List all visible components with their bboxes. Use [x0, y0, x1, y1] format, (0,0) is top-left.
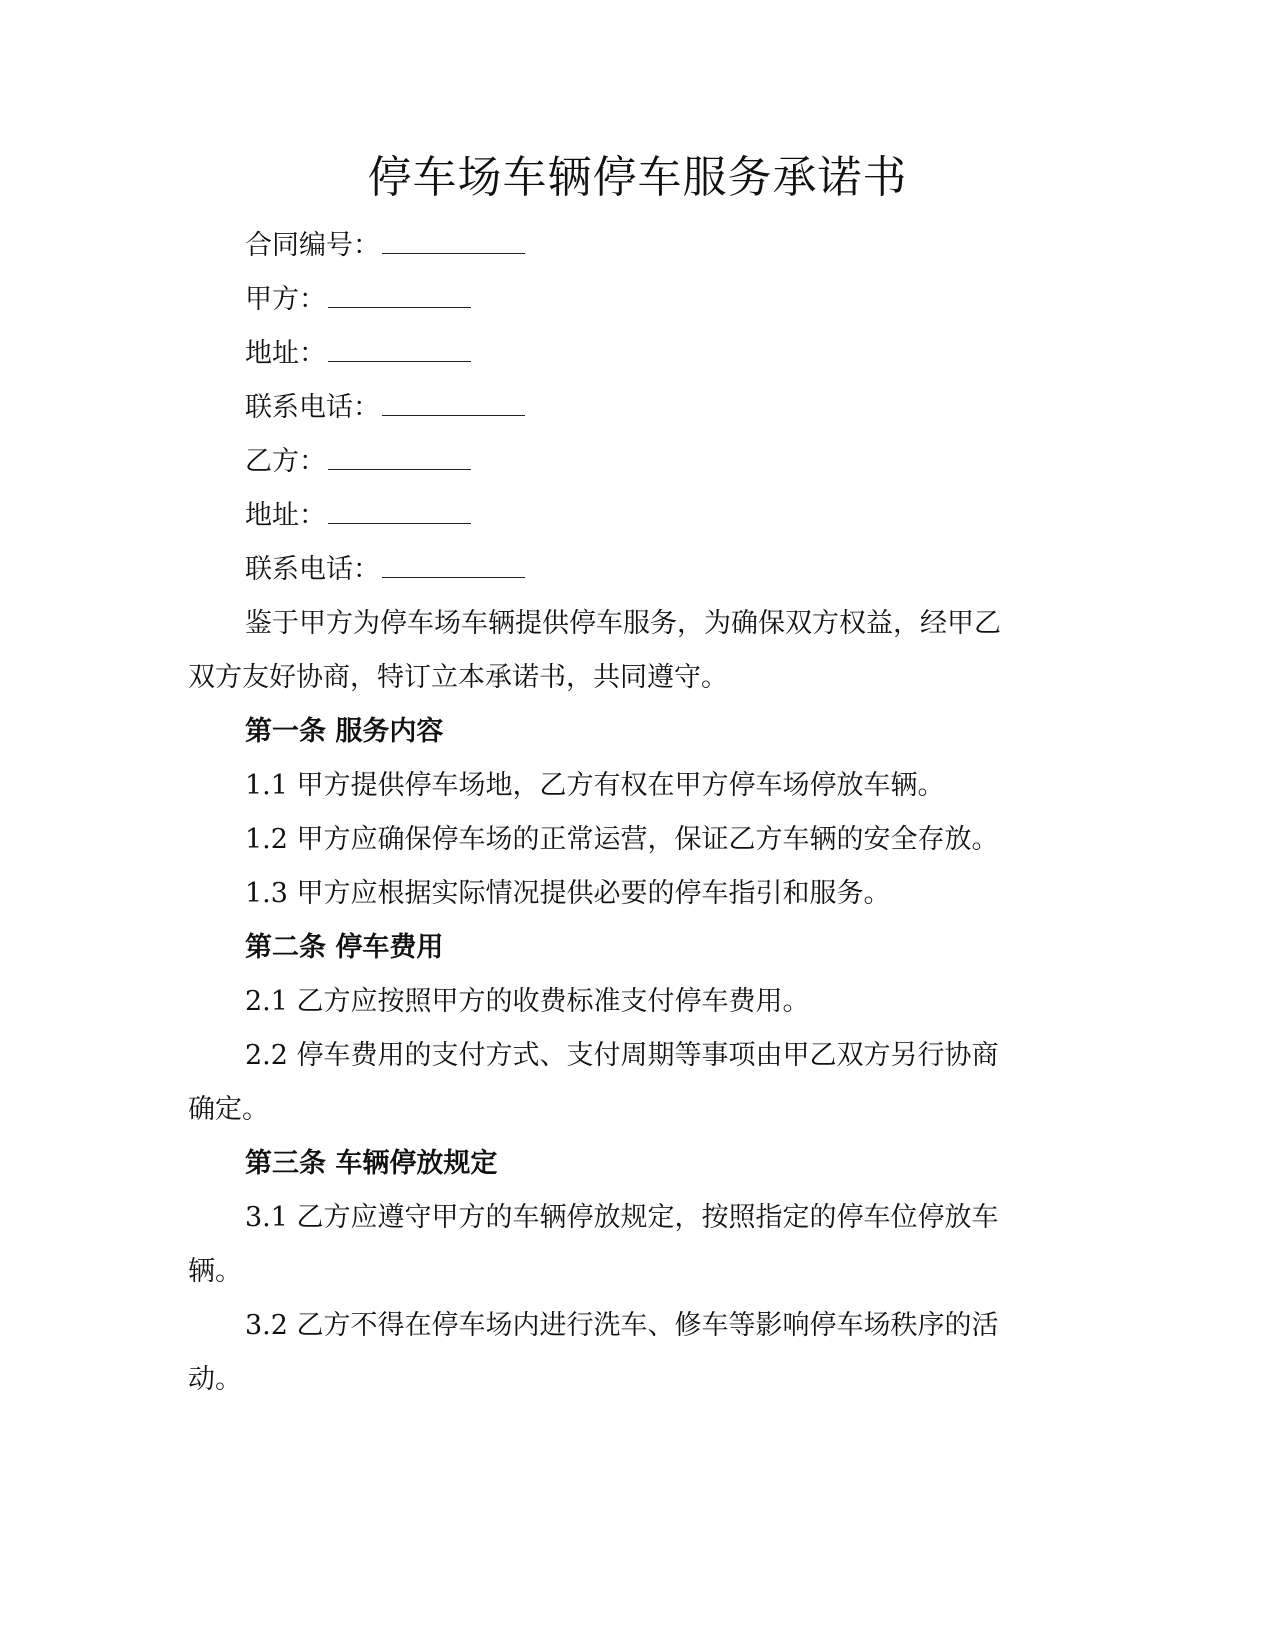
field-label: 合同编号：	[245, 230, 380, 261]
article-2-heading: 第二条 停车费用	[245, 932, 444, 963]
article-3-heading: 第三条 车辆停放规定	[245, 1148, 498, 1179]
blank-line	[328, 339, 471, 362]
clause-3-1-line-1: 3.1 乙方应遵守甲方的车辆停放规定，按照指定的停车位停放车	[245, 1202, 999, 1233]
clause-3-2-line-2: 动。	[188, 1364, 242, 1395]
field-party-b	[245, 444, 471, 480]
clause-1-2: 1.2 甲方应确保停车场的正常运营，保证乙方车辆的安全存放。	[245, 824, 999, 855]
blank-line	[382, 231, 525, 254]
field-label: 地址：	[245, 500, 326, 531]
blank-line	[328, 501, 471, 524]
clause-1-1: 1.1 甲方提供停车场地，乙方有权在甲方停车场停放车辆。	[245, 770, 945, 801]
blank-line	[328, 285, 471, 308]
clause-3-1-line-2: 辆。	[188, 1256, 242, 1287]
field-contract-number	[245, 228, 525, 264]
clause-1-3: 1.3 甲方应根据实际情况提供必要的停车指引和服务。	[245, 878, 891, 909]
blank-line	[328, 447, 471, 470]
clause-2-1: 2.1 乙方应按照甲方的收费标准支付停车费用。	[245, 986, 810, 1017]
field-party-b-phone	[245, 552, 525, 588]
field-label: 甲方：	[245, 284, 326, 315]
field-label: 乙方：	[245, 446, 326, 477]
blank-line	[382, 555, 525, 578]
preamble-line-1: 鉴于甲方为停车场车辆提供停车服务，为确保双方权益，经甲乙	[245, 608, 1001, 639]
clause-2-2-line-2: 确定。	[188, 1094, 269, 1125]
field-party-a-address	[245, 336, 471, 372]
document-title: 停车场车辆停车服务承诺书	[367, 152, 908, 203]
field-party-a-phone	[245, 390, 525, 426]
field-label: 联系电话：	[245, 392, 380, 423]
clause-2-2-line-1: 2.2 停车费用的支付方式、支付周期等事项由甲乙双方另行协商	[245, 1040, 999, 1071]
clause-3-2-line-1: 3.2 乙方不得在停车场内进行洗车、修车等影响停车场秩序的活	[245, 1310, 999, 1341]
field-party-a	[245, 282, 471, 318]
field-label: 联系电话：	[245, 554, 380, 585]
article-1-heading: 第一条 服务内容	[245, 716, 444, 747]
blank-line	[382, 393, 525, 416]
preamble-line-2: 双方友好协商，特订立本承诺书，共同遵守。	[188, 662, 728, 693]
field-party-b-address	[245, 498, 471, 534]
field-label: 地址：	[245, 338, 326, 369]
